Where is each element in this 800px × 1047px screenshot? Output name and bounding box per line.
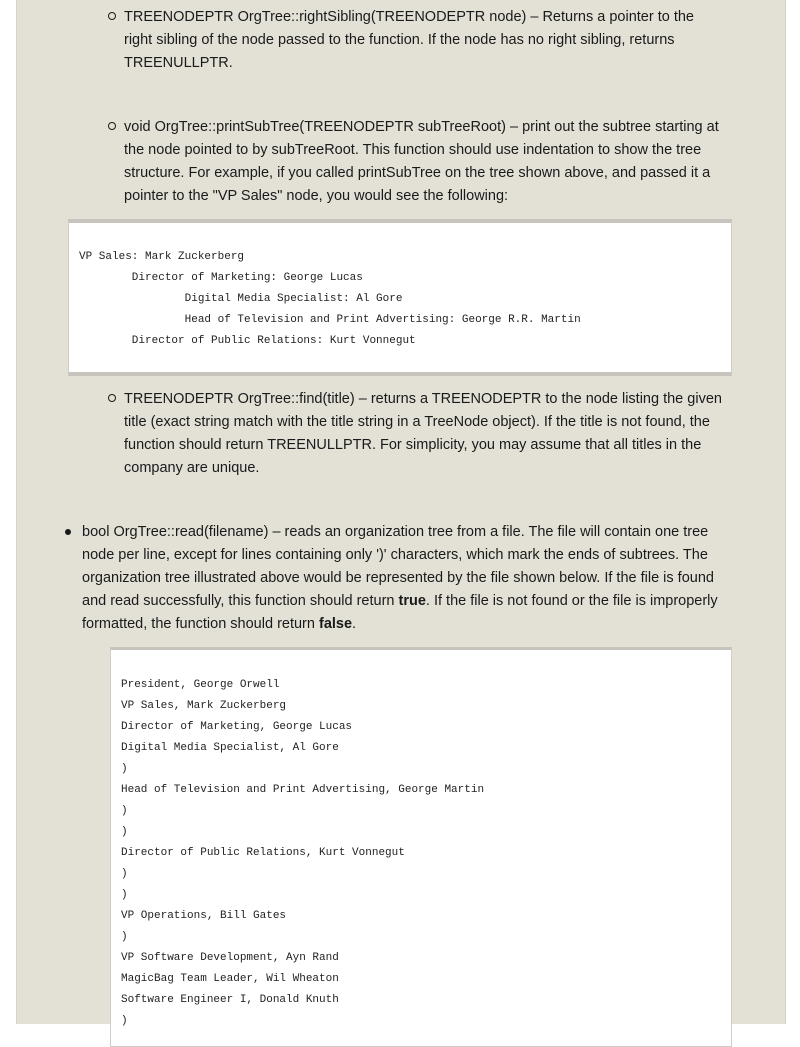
code-line: Digital Media Specialist, Al Gore (121, 742, 339, 754)
code-line: Head of Television and Print Advertising, George Martin (121, 784, 485, 796)
text-line: pointer to the "VP Sales" node, you would see the following: (124, 188, 509, 204)
hollow-bullet-icon (108, 394, 116, 402)
text-line: right sibling of the node passed to the function. If the node has no right sibling, returns (124, 32, 675, 48)
hollow-bullet-icon (108, 122, 116, 130)
file-format-example-code (110, 647, 732, 1047)
code-line: ) (121, 931, 128, 943)
code-line: Director of Marketing, George Lucas (121, 721, 353, 733)
code-line: President, George Orwell (121, 679, 280, 691)
text-line (82, 613, 742, 636)
code-line: Director of Marketing: George Lucas (79, 272, 363, 284)
print-subtree-example-code (68, 219, 732, 376)
code-line: ) (121, 868, 128, 880)
list-item-print-subtree (124, 116, 734, 208)
text-segment: formatted, the function should return (82, 616, 319, 632)
text-line: TREENULLPTR. (124, 55, 233, 71)
text-line: void OrgTree::printSubTree(TREENODEPTR subTreeRoot) – print out the subtree starting at (124, 119, 719, 135)
code-line: Head of Television and Print Advertising: George R.R. Martin (79, 314, 581, 326)
code-line: ) (121, 826, 128, 838)
bold-true: true (398, 593, 426, 609)
list-item-right-sibling (124, 6, 734, 75)
text-line: organization tree illustrated above would be represented by the file shown below. If the file is found (82, 570, 714, 586)
code-line: VP Sales: Mark Zuckerberg (79, 251, 245, 263)
code-line: ) (121, 805, 128, 817)
hollow-bullet-icon (108, 12, 116, 20)
text-line: structure. For example, if you called printSubTree on the tree shown above, and passed it a (124, 165, 711, 181)
list-item-read (82, 521, 742, 636)
code-line: ) (121, 763, 128, 775)
text-line: TREENODEPTR OrgTree::rightSibling(TREENODEPTR node) – Returns a pointer to the (124, 9, 694, 25)
text-line: the node pointed to by subTreeRoot. This function should use indentation to show the tree (124, 142, 702, 158)
filled-bullet-icon (65, 529, 71, 535)
text-line: title (exact string match with the title string in a TreeNode object). If the title is not found, the (124, 414, 710, 430)
code-line: ) (121, 889, 128, 901)
text-line (82, 590, 742, 613)
code-line: ) (121, 1015, 128, 1027)
code-line: MagicBag Team Leader, Wil Wheaton (121, 973, 339, 985)
code-line: Software Engineer I, Donald Knuth (121, 994, 339, 1006)
bold-false: false (318, 616, 353, 632)
text-segment: and read successfully, this function should return (82, 593, 399, 609)
text-segment: . (352, 616, 357, 632)
text-line: bool OrgTree::read(filename) – reads an organization tree from a file. The file will contain one tree (82, 524, 709, 540)
code-line: Director of Public Relations: Kurt Vonnegut (79, 335, 416, 347)
code-line: VP Operations, Bill Gates (121, 910, 287, 922)
code-line: VP Software Development, Ayn Rand (121, 952, 339, 964)
text-line: TREENODEPTR OrgTree::find(title) – returns a TREENODEPTR to the node listing the given (124, 391, 722, 407)
text-line: node per line, except for lines containing only ')' characters, which mark the ends of subtrees. The (82, 547, 708, 563)
text-line: function should return TREENULLPTR. For simplicity, you may assume that all titles in the (124, 437, 702, 453)
code-line: VP Sales, Mark Zuckerberg (121, 700, 287, 712)
code-line: Digital Media Specialist: Al Gore (79, 293, 403, 305)
code-line: Director of Public Relations, Kurt Vonnegut (121, 847, 405, 859)
list-item-find (124, 388, 734, 480)
text-segment: . If the file is not found or the file is improperly (425, 593, 718, 609)
text-line: company are unique. (124, 460, 260, 476)
